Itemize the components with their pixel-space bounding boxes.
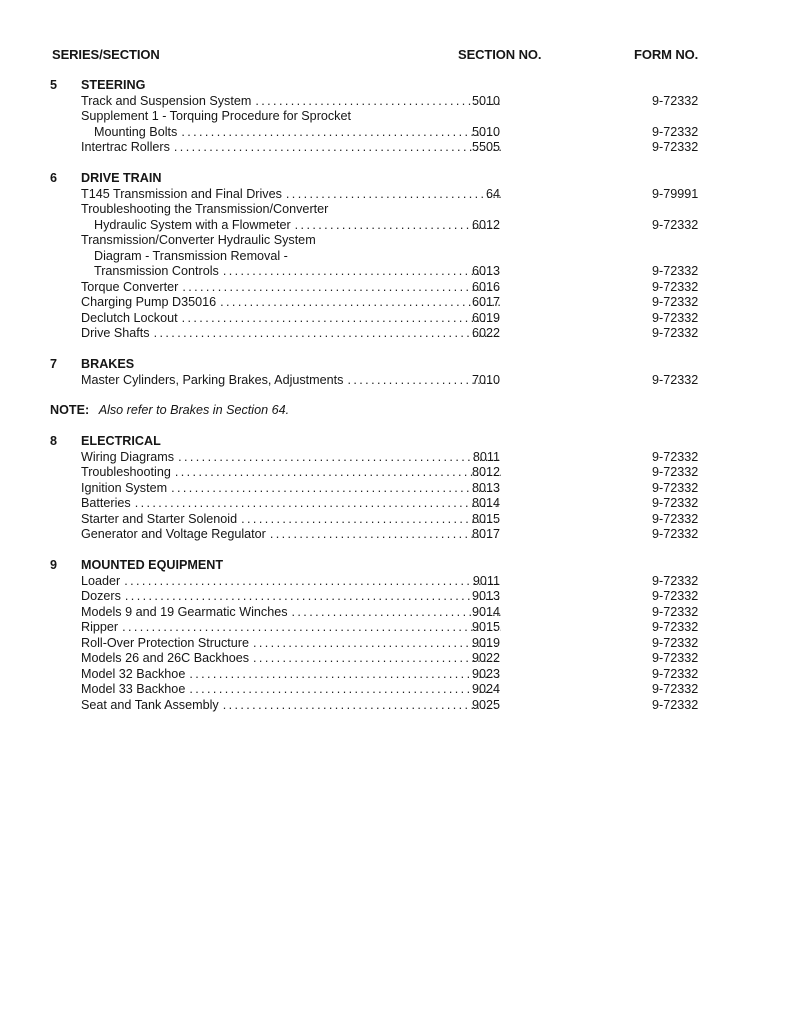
entry-section-no: 9019 [471, 635, 500, 650]
entry-section-no: 9023 [471, 666, 500, 681]
entry-title-wrap [81, 187, 501, 203]
column-header-section-no: SECTION NO. [458, 47, 542, 62]
dot-leader [154, 326, 501, 342]
table-row [0, 605, 800, 621]
entry-section-no: 6016 [471, 279, 500, 294]
entry-title-wrap [81, 636, 501, 652]
entry-title-wrap [94, 249, 501, 265]
entry-form-no: 9-72332 [652, 465, 699, 479]
dot-leader [122, 620, 501, 636]
entry-section-no: 5010 [471, 93, 500, 108]
entry-title: Mounting Bolts [94, 125, 181, 141]
entry-section-no: 6022 [471, 326, 500, 340]
entry-title-wrap [81, 682, 501, 698]
entry-form-no: 9-72332 [652, 604, 699, 619]
table-row [0, 465, 800, 481]
entry-title: Generator and Voltage Regulator [81, 527, 270, 543]
entry-section-no: 7010 [471, 372, 500, 387]
entry-title-wrap [81, 574, 501, 590]
entry-title: Model 33 Backhoe [81, 682, 189, 698]
dot-leader [220, 295, 501, 311]
entry-title: Declutch Lockout [81, 311, 182, 327]
entry-list [0, 187, 800, 342]
entry-form-no: 9-72332 [652, 310, 699, 325]
entry-title-wrap [81, 496, 501, 512]
table-row [0, 481, 800, 497]
entry-title-wrap [81, 94, 501, 110]
entry-form-no: 9-72332 [652, 264, 699, 278]
entry-title: Wiring Diagrams [81, 450, 178, 466]
entry-section-no: 8012 [471, 465, 500, 479]
table-row [0, 125, 800, 141]
section-title: DRIVE TRAIN [81, 171, 162, 185]
table-row [0, 295, 800, 311]
entry-form-no: 9-72332 [652, 449, 699, 464]
entry-form-no: 9-72332 [652, 140, 699, 154]
entry-form-no: 9-72332 [652, 279, 699, 294]
table-row [0, 264, 800, 280]
section-number: 9 [50, 558, 58, 572]
entry-title: Seat and Tank Assembly [81, 698, 223, 714]
table-row [0, 373, 800, 389]
entry-title-wrap [81, 481, 501, 497]
dot-leader [178, 450, 501, 466]
entry-list [0, 574, 800, 714]
entry-section-no: 9014 [471, 604, 500, 619]
entry-title-wrap [81, 202, 501, 218]
entry-section-no: 9011 [472, 573, 500, 588]
entry-title-wrap [81, 140, 501, 156]
entry-form-no: 9-72332 [652, 93, 699, 108]
entry-section-no: 8017 [471, 527, 500, 541]
entry-title: Ripper [81, 620, 122, 636]
entry-section-no: 8014 [471, 496, 500, 510]
entry-title-wrap [94, 264, 501, 280]
dot-leader [125, 589, 501, 605]
entry-section-no: 6017 [471, 295, 500, 309]
note [50, 403, 289, 417]
section-number: 5 [50, 78, 58, 92]
entry-title: Diagram - Transmission Removal - [94, 249, 292, 263]
section-number: 6 [50, 171, 58, 185]
dot-leader [135, 496, 501, 512]
entry-title: Models 9 and 19 Gearmatic Winches [81, 605, 292, 621]
entry-title-wrap [81, 651, 501, 667]
entry-section-no: 5505 [471, 140, 500, 154]
entry-title-wrap [81, 450, 501, 466]
entry-section-no: 8013 [471, 480, 500, 495]
entry-title: Loader [81, 574, 124, 590]
entry-title-wrap [81, 620, 501, 636]
table-row [0, 218, 800, 234]
section-title: MOUNTED EQUIPMENT [81, 558, 224, 572]
entry-title: Hydraulic System with a Flowmeter [94, 218, 295, 234]
entry-title-wrap [81, 589, 501, 605]
entry-title-wrap [81, 233, 501, 249]
table-row [0, 589, 800, 605]
entry-section-no: 6019 [471, 310, 500, 325]
entry-section-no: 9022 [471, 651, 500, 665]
section-number: 7 [50, 357, 58, 371]
table-row [0, 651, 800, 667]
note-label: NOTE: [50, 403, 90, 417]
entry-section-no: 6013 [471, 264, 500, 278]
table-row [0, 450, 800, 466]
entry-section-no: 9025 [471, 697, 500, 712]
table-row [0, 280, 800, 296]
entry-form-no: 9-72332 [652, 682, 699, 696]
table-row [0, 496, 800, 512]
column-header-series-section: SERIES/SECTION [52, 47, 160, 62]
entry-form-no: 9-72332 [652, 372, 699, 387]
entry-title: Drive Shafts [81, 326, 154, 342]
entry-form-no: 9-79991 [652, 186, 699, 201]
dot-leader [174, 140, 501, 156]
entry-title: Roll-Over Protection Structure [81, 636, 253, 652]
section-title: BRAKES [81, 357, 135, 371]
table-row [0, 202, 800, 218]
entry-title: T145 Transmission and Final Drives [81, 187, 286, 203]
dot-leader [181, 125, 501, 141]
entry-title: Model 32 Backhoe [81, 667, 189, 683]
entry-title-wrap [81, 109, 501, 125]
section-title: STEERING [81, 78, 146, 92]
entry-title-wrap [81, 527, 501, 543]
entry-title-wrap [81, 605, 501, 621]
section-number: 8 [50, 434, 58, 448]
entry-form-no: 9-72332 [652, 480, 699, 495]
entry-title-wrap [81, 326, 501, 342]
entry-title: Troubleshooting the Transmission/Converter [81, 202, 332, 216]
entry-title: Track and Suspension System [81, 94, 255, 110]
entry-title-wrap [81, 512, 501, 528]
entry-title-wrap [81, 698, 501, 714]
entry-form-no: 9-72332 [652, 496, 699, 510]
entry-title-wrap [81, 667, 501, 683]
entry-title: Troubleshooting [81, 465, 175, 481]
table-row [0, 326, 800, 342]
table-row [0, 636, 800, 652]
entry-title-wrap [94, 125, 501, 141]
entry-title: Ignition System [81, 481, 171, 497]
section-title: ELECTRICAL [81, 434, 161, 448]
note-text: Also refer to Brakes in Section 64. [98, 403, 290, 417]
entry-title-wrap [94, 218, 501, 234]
dot-leader [124, 574, 501, 590]
table-row [0, 574, 800, 590]
entry-title-wrap [81, 373, 501, 389]
entry-section-no: 64 [485, 186, 500, 201]
entry-title: Torque Converter [81, 280, 182, 296]
dot-leader [175, 465, 501, 481]
dot-leader [182, 280, 501, 296]
entry-section-no: 6012 [471, 217, 500, 232]
entry-title: Batteries [81, 496, 135, 512]
column-header-form-no: FORM NO. [634, 47, 699, 62]
entry-list [0, 450, 800, 543]
table-row [0, 682, 800, 698]
entry-section-no: 9015 [471, 620, 500, 634]
entry-title: Starter and Starter Solenoid [81, 512, 241, 528]
entry-form-no: 9-72332 [652, 217, 699, 232]
entry-title: Transmission Controls [94, 264, 223, 280]
entry-title: Models 26 and 26C Backhoes [81, 651, 253, 667]
entry-form-no: 9-72332 [652, 589, 699, 603]
dot-leader [189, 667, 501, 683]
dot-leader [189, 682, 501, 698]
entry-form-no: 9-72332 [652, 124, 699, 139]
entry-title-wrap [81, 280, 501, 296]
table-row [0, 527, 800, 543]
entry-title-wrap [81, 295, 501, 311]
entry-section-no: 9024 [471, 682, 500, 696]
dot-leader [171, 481, 501, 497]
entry-title: Supplement 1 - Torquing Procedure for Sprocket [81, 109, 355, 123]
entry-form-no: 9-72332 [652, 511, 699, 526]
table-row [0, 109, 800, 125]
table-row [0, 667, 800, 683]
table-row [0, 94, 800, 110]
entry-form-no: 9-72332 [652, 666, 699, 681]
entry-list [0, 94, 800, 156]
table-row [0, 620, 800, 636]
entry-section-no: 9013 [471, 589, 500, 603]
entry-form-no: 9-72332 [652, 295, 699, 309]
entry-form-no: 9-72332 [652, 620, 699, 634]
entry-form-no: 9-72332 [652, 697, 699, 712]
entry-title: Intertrac Rollers [81, 140, 174, 156]
entry-title: Dozers [81, 589, 125, 605]
dot-leader [182, 311, 501, 327]
entry-form-no: 9-72332 [652, 573, 699, 588]
entry-form-no: 9-72332 [652, 527, 699, 541]
table-row [0, 249, 800, 265]
entry-section-no: 8015 [471, 511, 500, 526]
entry-form-no: 9-72332 [652, 326, 699, 340]
entry-title-wrap [81, 311, 501, 327]
entry-list [0, 373, 800, 389]
entry-title: Transmission/Converter Hydraulic System [81, 233, 320, 247]
table-row [0, 512, 800, 528]
entry-form-no: 9-72332 [652, 651, 699, 665]
entry-title: Charging Pump D35016 [81, 295, 220, 311]
table-row [0, 311, 800, 327]
entry-section-no: 5010 [471, 124, 500, 139]
entry-title-wrap [81, 465, 501, 481]
table-row [0, 233, 800, 249]
entry-title: Master Cylinders, Parking Brakes, Adjustments [81, 373, 347, 389]
entry-section-no: 8011 [472, 449, 500, 464]
table-row [0, 140, 800, 156]
entry-form-no: 9-72332 [652, 635, 699, 650]
table-row [0, 698, 800, 714]
table-row [0, 187, 800, 203]
